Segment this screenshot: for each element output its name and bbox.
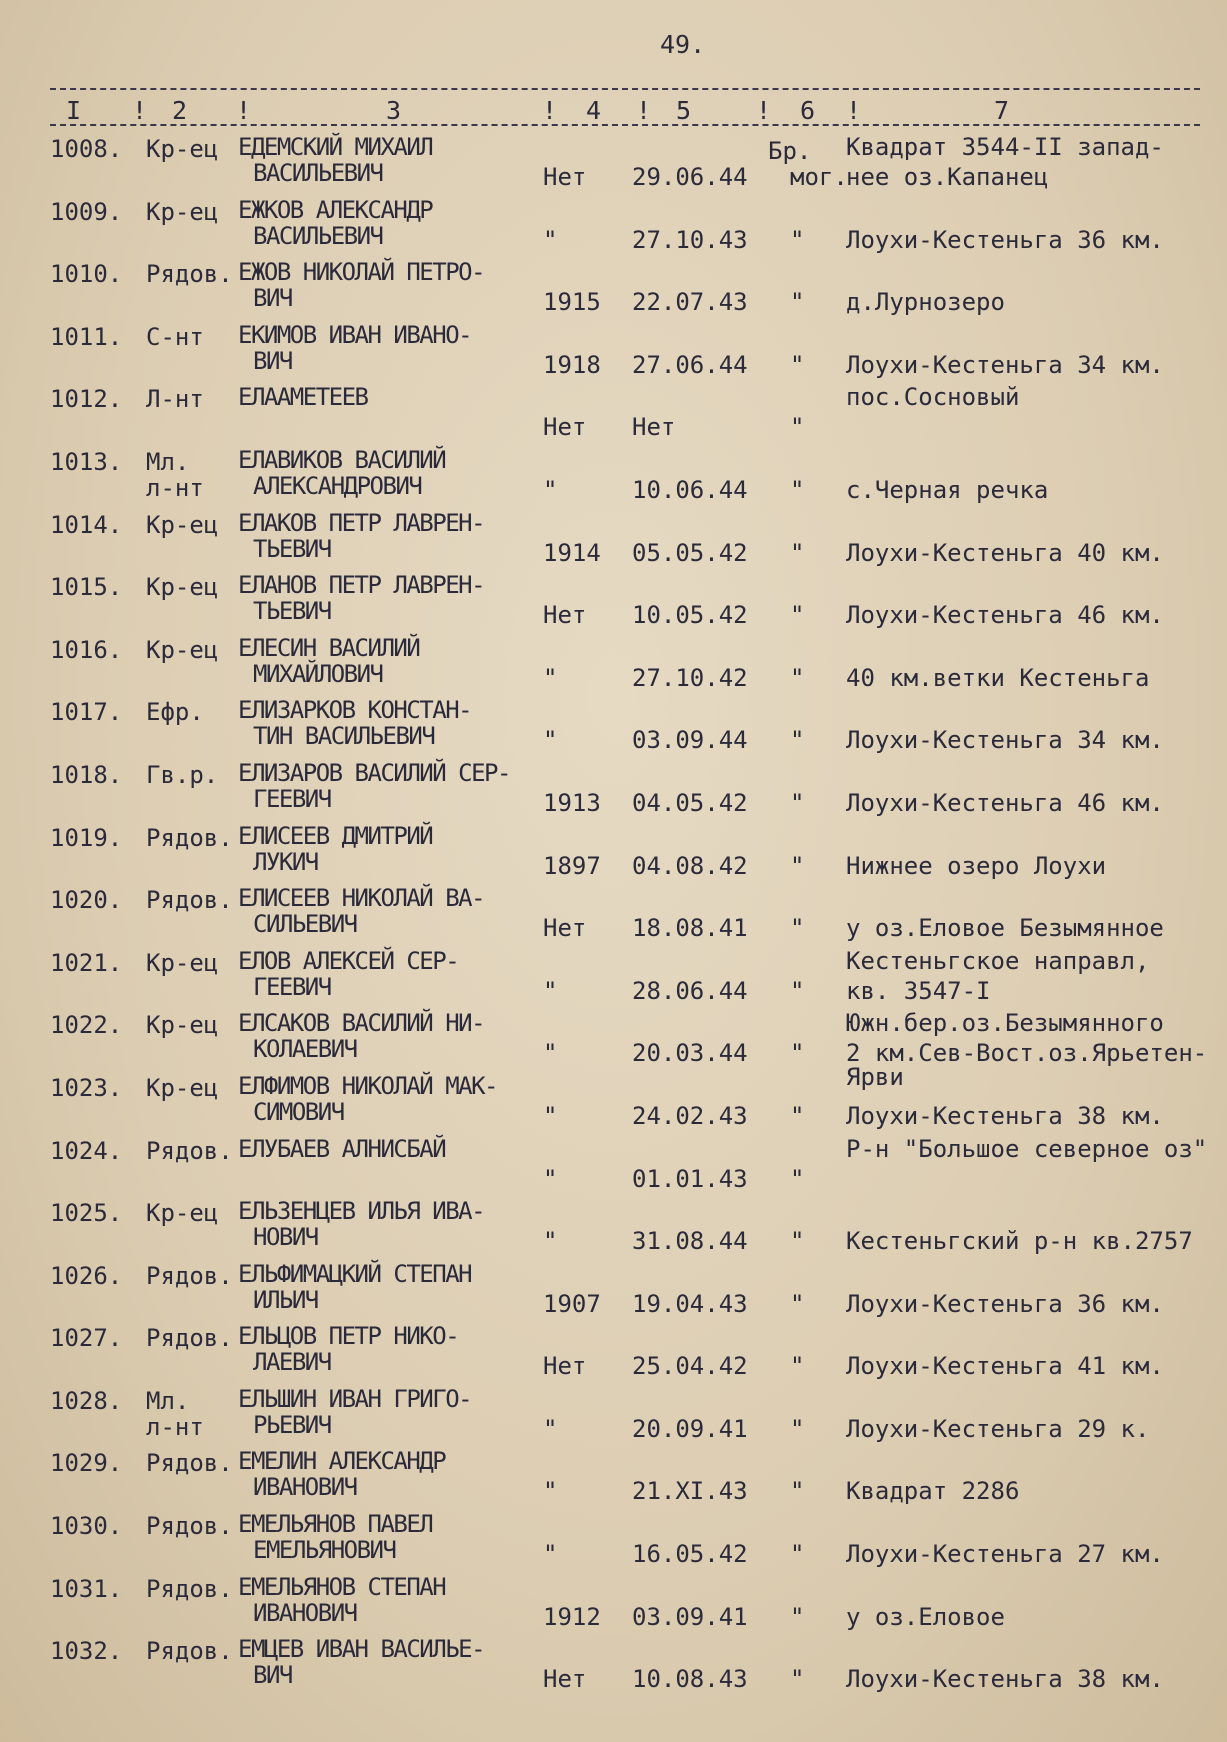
record-number: 1028.: [50, 1386, 123, 1415]
record-number: 1023.: [50, 1073, 123, 1102]
rank: Рядов.: [146, 1324, 233, 1353]
rank: Кр-ец: [146, 573, 219, 602]
record-number: 1018.: [50, 760, 123, 789]
full-name-line-2: ВИЧ: [253, 346, 292, 375]
burial-type-line-2: ": [790, 1227, 805, 1256]
full-name: ЕЛЬЦОВ ПЕТР НИКО-: [238, 1322, 459, 1351]
death-date: 01.01.43: [632, 1164, 748, 1193]
table-row: [0, 756, 1227, 819]
burial-place-line-2: Кестеньгский р-н кв.2757: [846, 1227, 1193, 1256]
full-name-line-2: ВИЧ: [253, 1661, 292, 1690]
full-name-line-2: ВАСИЛЬЕВИЧ: [253, 159, 383, 187]
record-number: 1025.: [50, 1199, 123, 1228]
death-date: 27.10.42: [632, 663, 748, 692]
rank: Ефр.: [146, 698, 204, 727]
record-number: 1020.: [50, 886, 123, 915]
full-name-line-2: ГЕЕВИЧ: [253, 784, 331, 813]
rank: Кр-ец: [146, 135, 219, 163]
table-row: [0, 1570, 1227, 1633]
header-sep: !: [756, 96, 772, 125]
rank: Кр-ец: [146, 510, 219, 539]
burial-place-line-2: Лоухи-Кестеньга 36 км.: [846, 225, 1164, 254]
burial-place-line-2: Нижнее озеро Лоухи: [846, 851, 1107, 880]
death-date: 31.08.44: [632, 1227, 748, 1256]
death-date: 16.05.42: [632, 1540, 748, 1569]
burial-place: пос.Сосновый: [846, 383, 1020, 412]
table-row: [0, 1069, 1227, 1132]
rank: Рядов.: [146, 1449, 233, 1478]
table-row: [0, 193, 1227, 256]
record-number: 1031.: [50, 1574, 123, 1603]
burial-type-line-2: ": [790, 1289, 805, 1318]
table-row: [0, 1507, 1227, 1570]
birth-year: Нет: [543, 1352, 587, 1381]
header-sep: !: [236, 96, 252, 125]
rank: Кр-ец: [146, 1011, 219, 1040]
table-row: [0, 1132, 1227, 1195]
full-name: ЕЛЬШИН ИВАН ГРИГО-: [238, 1384, 472, 1413]
birth-year: Нет: [543, 601, 587, 630]
full-name-line-2: ТЬЕВИЧ: [253, 597, 331, 626]
burial-place-line-2: у оз.Еловое: [846, 1602, 1005, 1631]
record-number: 1030.: [50, 1512, 123, 1541]
birth-year: ": [543, 1540, 558, 1569]
burial-type-line-2: ": [790, 788, 805, 817]
rank: Рядов.: [146, 260, 233, 289]
burial-place-line-2: Лоухи-Кестеньга 41 км.: [846, 1352, 1164, 1381]
record-number: 1014.: [50, 510, 123, 539]
record-number: 1022.: [50, 1011, 123, 1040]
burial-place-line-2: Лоухи-Кестеньга 38 км.: [846, 1665, 1164, 1694]
burial-type-line-2: ": [790, 1665, 805, 1694]
header-sep: !: [132, 96, 148, 125]
full-name: ЕМЕЛИН АЛЕКСАНДР: [238, 1447, 446, 1476]
rank: Кр-ец: [146, 197, 219, 226]
burial-type-line-2: ": [790, 851, 805, 880]
birth-year: ": [543, 475, 558, 504]
rank: Кр-ец: [146, 948, 219, 977]
death-date: 27.10.43: [632, 225, 748, 254]
full-name: ЕЖОВ НИКОЛАЙ ПЕТРО-: [238, 258, 485, 287]
header-col-5: 5: [676, 96, 692, 125]
death-date: 10.06.44: [632, 475, 748, 504]
rank: Мл.: [146, 1386, 190, 1415]
burial-type-line-2: ": [790, 1540, 805, 1569]
birth-year: 1907: [543, 1289, 601, 1318]
full-name-line-2: ГЕЕВИЧ: [253, 972, 331, 1001]
rank: Л-нт: [146, 385, 204, 414]
birth-year: ": [543, 1039, 558, 1068]
record-number: 1015.: [50, 573, 123, 602]
burial-place-line-2: Лоухи-Кестеньга 40 км.: [846, 538, 1164, 567]
burial-place-line-2: Квадрат 2286: [846, 1477, 1020, 1506]
table-row: [0, 443, 1227, 506]
table-row: [0, 1319, 1227, 1382]
rank: Рядов.: [146, 1136, 233, 1165]
death-date: 24.02.43: [632, 1101, 748, 1130]
record-number: 1026.: [50, 1261, 123, 1290]
full-name: ЕЛИСЕЕВ ДМИТРИЙ: [238, 821, 433, 850]
page-number: 49.: [660, 30, 706, 59]
burial-type-line-2: ": [790, 225, 805, 254]
burial-type-line-2: ": [790, 1477, 805, 1506]
birth-year: 1915: [543, 288, 601, 317]
full-name: ЕЛУБАЕВ АЛНИСБАЙ: [238, 1134, 446, 1163]
death-date: 28.06.44: [632, 976, 748, 1005]
record-number: 1011.: [50, 322, 123, 351]
full-name-line-2: АЛЕКСАНДРОВИЧ: [253, 471, 422, 500]
burial-place: Квадрат 3544-II запад-: [846, 133, 1164, 161]
full-name-line-2: ИВАНОВИЧ: [253, 1473, 357, 1502]
burial-type-line-2: ": [790, 1352, 805, 1381]
header-col-7: 7: [994, 96, 1010, 125]
table-row: [0, 318, 1227, 381]
burial-type-line-2: ": [790, 1039, 805, 1068]
full-name: ЕЛААМЕТЕЕВ: [238, 383, 368, 412]
death-date: 21.XI.43: [632, 1477, 748, 1506]
header-col-2: 2: [172, 96, 188, 125]
birth-year: ": [543, 1101, 558, 1130]
death-date: 20.09.41: [632, 1414, 748, 1443]
full-name-line-2: ЛАЕВИЧ: [253, 1348, 331, 1377]
burial-place-line-2: Лоухи-Кестеньга 46 км.: [846, 788, 1164, 817]
burial-type-line-2: ": [790, 538, 805, 567]
birth-year: ": [543, 663, 558, 692]
full-name-line-2: ЛУКИЧ: [253, 847, 318, 876]
birth-year: 1914: [543, 538, 601, 567]
burial-place-line-2: 2 км.Сев-Вост.оз.Ярьетен-: [846, 1039, 1208, 1068]
header-col-3: 3: [386, 96, 402, 125]
death-date: 27.06.44: [632, 350, 748, 379]
death-date: 04.05.42: [632, 788, 748, 817]
birth-year: ": [543, 225, 558, 254]
table-row: [0, 130, 1227, 193]
burial-place: Кестеньгское направл,: [846, 946, 1150, 975]
full-name: ЕМЕЛЬЯНОВ СТЕПАН: [238, 1572, 446, 1601]
death-date: 19.04.43: [632, 1289, 748, 1318]
burial-place: Р-н "Большое северное оз": [846, 1134, 1208, 1163]
full-name: ЕЛАНОВ ПЕТР ЛАВРЕН-: [238, 571, 485, 600]
death-date: 05.05.42: [632, 538, 748, 567]
record-number: 1029.: [50, 1449, 123, 1478]
burial-place-line-2: 40 км.ветки Кестеньга: [846, 663, 1150, 692]
rank: Кр-ец: [146, 635, 219, 664]
burial-place-line-2: с.Черная речка: [846, 475, 1049, 504]
full-name: ЕЛЕСИН ВАСИЛИЙ: [238, 633, 420, 662]
header-rule-top: [50, 88, 1200, 90]
birth-year: 1897: [543, 851, 601, 880]
burial-type-line-2: ": [790, 1101, 805, 1130]
records-table: [0, 130, 1227, 1695]
burial-type-line-2: ": [790, 1602, 805, 1631]
full-name: ЕЛАВИКОВ ВАСИЛИЙ: [238, 445, 446, 474]
burial-type-line-2: ": [790, 350, 805, 379]
full-name: ЕЛСАКОВ ВАСИЛИЙ НИ-: [238, 1009, 485, 1038]
burial-place-line-2: Лоухи-Кестеньга 34 км.: [846, 726, 1164, 755]
burial-type-line-2: ": [790, 601, 805, 630]
rank: Рядов.: [146, 1261, 233, 1290]
rank-line-2: л-нт: [146, 473, 204, 502]
record-number: 1024.: [50, 1136, 123, 1165]
header-rule-bottom: [50, 124, 1200, 126]
full-name-line-2: СИЛЬЕВИЧ: [253, 910, 357, 939]
header-col-6: 6: [800, 96, 816, 125]
full-name: ЕЛФИМОВ НИКОЛАЙ МАК-: [238, 1071, 497, 1100]
death-date: 18.08.41: [632, 914, 748, 943]
full-name: ЕЛАКОВ ПЕТР ЛАВРЕН-: [238, 508, 485, 537]
table-row: [0, 819, 1227, 882]
full-name: ЕЛОВ АЛЕКСЕЙ СЕР-: [238, 946, 459, 975]
birth-year: Нет: [543, 413, 587, 442]
full-name-line-2: ВИЧ: [253, 284, 292, 313]
record-number: 1032.: [50, 1637, 123, 1666]
header-sep: !: [846, 96, 862, 125]
table-row: [0, 881, 1227, 944]
burial-place-line-2: Лоухи-Кестеньга 46 км.: [846, 601, 1164, 630]
header-sep: !: [542, 96, 558, 125]
rank: Кр-ец: [146, 1199, 219, 1228]
birth-year: 1913: [543, 788, 601, 817]
table-row: [0, 944, 1227, 1007]
birth-year: ": [543, 976, 558, 1005]
full-name-line-2: ЕМЕЛЬЯНОВИЧ: [253, 1536, 396, 1565]
rank: Рядов.: [146, 823, 233, 852]
table-row: [0, 255, 1227, 318]
burial-type-line-2: ": [790, 914, 805, 943]
full-name: ЕДЕМСКИЙ МИХАИЛ: [238, 133, 433, 161]
death-date: 25.04.42: [632, 1352, 748, 1381]
full-name: ЕКИМОВ ИВАН ИВАНО-: [238, 320, 472, 349]
header-sep: !: [636, 96, 652, 125]
record-number: 1009.: [50, 197, 123, 226]
burial-place-line-2: Лоухи-Кестеньга 36 км.: [846, 1289, 1164, 1318]
birth-year: ": [543, 1414, 558, 1443]
table-row: [0, 1194, 1227, 1257]
burial-place-line-2: д.Лурнозеро: [846, 288, 1005, 317]
death-date: 22.07.43: [632, 288, 748, 317]
table-row: [0, 1257, 1227, 1320]
death-date: 20.03.44: [632, 1039, 748, 1068]
death-date: 04.08.42: [632, 851, 748, 880]
record-number: 1010.: [50, 260, 123, 289]
birth-year: ": [543, 1164, 558, 1193]
burial-type: Бр.: [768, 137, 812, 165]
full-name-line-2: РЬЕВИЧ: [253, 1410, 331, 1439]
full-name-line-2: КОЛАЕВИЧ: [253, 1035, 357, 1064]
full-name: ЕЛИСЕЕВ НИКОЛАЙ ВА-: [238, 884, 485, 913]
death-date: 03.09.44: [632, 726, 748, 755]
full-name: ЕЛЬФИМАЦКИЙ СТЕПАН: [238, 1259, 472, 1288]
header-col-4: 4: [586, 96, 602, 125]
burial-place-line-2: нее оз.Капанец: [846, 163, 1049, 191]
rank: Рядов.: [146, 1574, 233, 1603]
burial-place-line-2: Лоухи-Кестеньга 34 км.: [846, 350, 1164, 379]
birth-year: ": [543, 1477, 558, 1506]
burial-type-line-2: ": [790, 663, 805, 692]
record-number: 1027.: [50, 1324, 123, 1353]
full-name-line-2: ВАСИЛЬЕВИЧ: [253, 221, 383, 250]
rank: Рядов.: [146, 1512, 233, 1541]
full-name-line-2: МИХАЙЛОВИЧ: [253, 659, 383, 688]
full-name-line-2: ИЛЬИЧ: [253, 1285, 318, 1314]
rank: Мл.: [146, 447, 190, 476]
record-number: 1013.: [50, 447, 123, 476]
rank: Рядов.: [146, 1637, 233, 1666]
table-row: [0, 1382, 1227, 1445]
birth-year: 1918: [543, 350, 601, 379]
death-date: 10.05.42: [632, 601, 748, 630]
rank-line-2: л-нт: [146, 1412, 204, 1441]
rank: Кр-ец: [146, 1073, 219, 1102]
full-name-line-2: СИМОВИЧ: [253, 1097, 344, 1126]
record-number: 1019.: [50, 823, 123, 852]
burial-type-line-2: ": [790, 475, 805, 504]
burial-place: Южн.бер.оз.Безымянного: [846, 1009, 1164, 1038]
table-row: [0, 693, 1227, 756]
table-row: [0, 1632, 1227, 1695]
birth-year: 1912: [543, 1602, 601, 1631]
record-number: 1017.: [50, 698, 123, 727]
rank: С-нт: [146, 322, 204, 351]
header-col-1: I: [66, 96, 82, 125]
rank: Рядов.: [146, 886, 233, 915]
burial-place-line-2: Лоухи-Кестеньга 27 км.: [846, 1540, 1164, 1569]
burial-place-line-2: кв. 3547-I: [846, 976, 991, 1005]
full-name: ЕМЕЛЬЯНОВ ПАВЕЛ: [238, 1510, 433, 1539]
full-name: ЕЛЬЗЕНЦЕВ ИЛЬЯ ИВА-: [238, 1197, 485, 1226]
full-name: ЕЛИЗАРКОВ КОНСТАН-: [238, 696, 472, 725]
death-date: Нет: [632, 413, 676, 442]
record-number: 1008.: [50, 135, 123, 163]
full-name-line-2: НОВИЧ: [253, 1223, 318, 1252]
table-row: [0, 380, 1227, 443]
full-name-line-2: ТИН ВАСИЛЬЕВИЧ: [253, 722, 435, 751]
record-number: 1021.: [50, 948, 123, 977]
table-row: [0, 631, 1227, 694]
birth-year: Нет: [543, 163, 587, 191]
birth-year: ": [543, 1227, 558, 1256]
burial-type-line-2: мог.: [790, 163, 848, 191]
full-name: ЕЛИЗАРОВ ВАСИЛИЙ СЕР-: [238, 758, 510, 787]
full-name: ЕМЦЕВ ИВАН ВАСИЛЬЕ-: [238, 1635, 485, 1664]
burial-place-line-2: Лоухи-Кестеньга 29 к.: [846, 1414, 1150, 1443]
birth-year: ": [543, 726, 558, 755]
death-date: 10.08.43: [632, 1665, 748, 1694]
table-row: [0, 1444, 1227, 1507]
table-row: [0, 506, 1227, 569]
birth-year: Нет: [543, 1665, 587, 1694]
burial-type-line-2: ": [790, 1164, 805, 1193]
burial-type-line-2: ": [790, 288, 805, 317]
burial-type-line-2: ": [790, 976, 805, 1005]
full-name-line-2: ТЬЕВИЧ: [253, 534, 331, 563]
birth-year: Нет: [543, 914, 587, 943]
burial-place-line-2: Лоухи-Кестеньга 38 км.: [846, 1101, 1164, 1130]
burial-place-line-2: у оз.Еловое Безымянное: [846, 914, 1164, 943]
burial-place-line-3: Ярви: [846, 1063, 904, 1092]
rank: Гв.р.: [146, 760, 219, 789]
record-number: 1016.: [50, 635, 123, 664]
table-row: [0, 568, 1227, 631]
record-number: 1012.: [50, 385, 123, 414]
death-date: 29.06.44: [632, 163, 748, 191]
burial-type-line-2: ": [790, 413, 805, 442]
full-name: ЕЖКОВ АЛЕКСАНДР: [238, 195, 433, 224]
full-name-line-2: ИВАНОВИЧ: [253, 1598, 357, 1627]
burial-type-line-2: ": [790, 1414, 805, 1443]
death-date: 03.09.41: [632, 1602, 748, 1631]
burial-type-line-2: ": [790, 726, 805, 755]
